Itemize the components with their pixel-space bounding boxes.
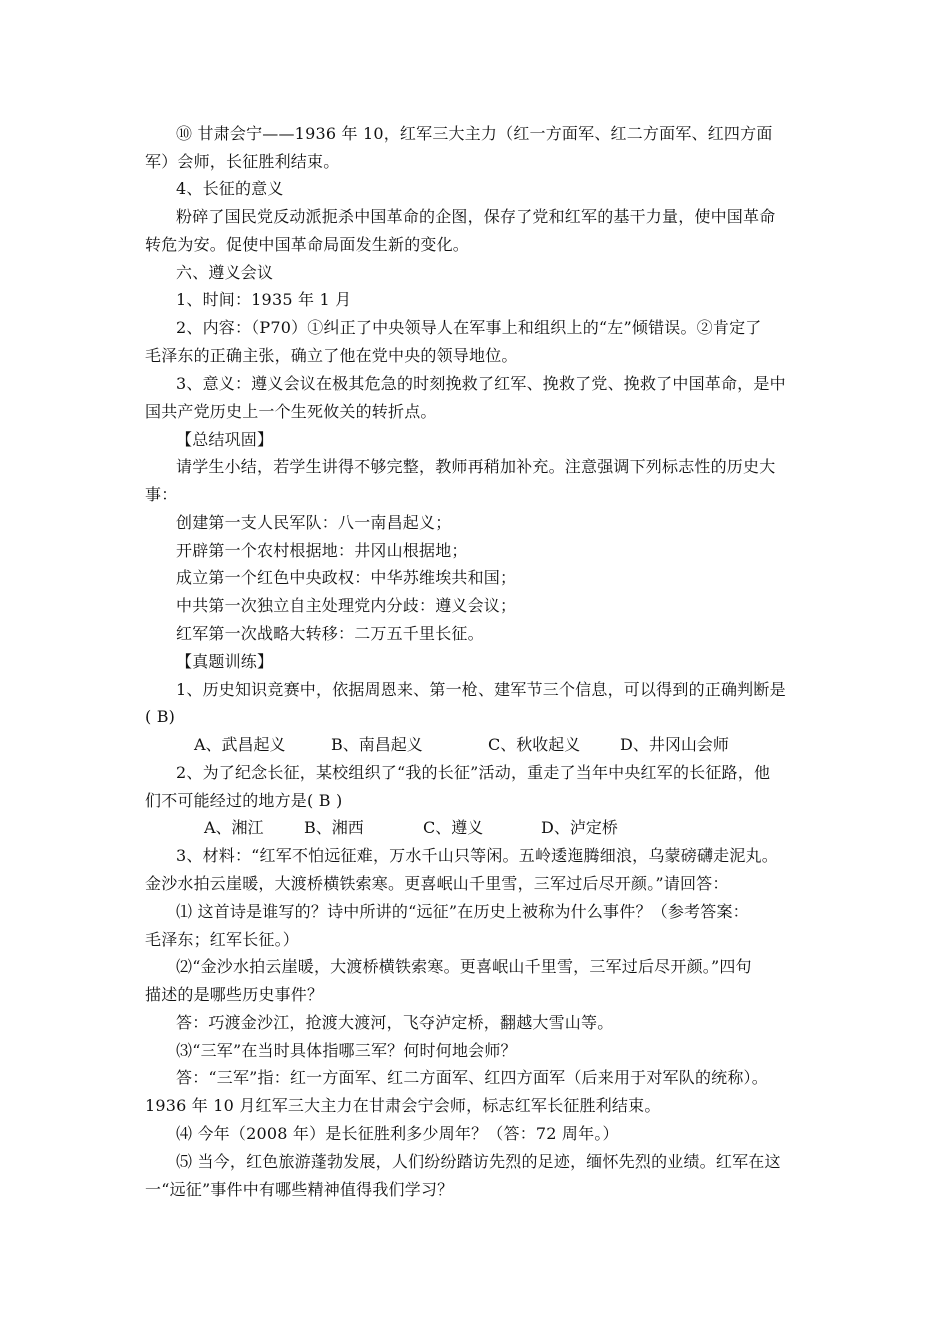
answer-line: 答：巧渡金沙江，抢渡大渡河，飞夺泸定桥，翻越大雪山等。: [176, 1013, 614, 1032]
option-item: D、泸定桥: [541, 818, 618, 837]
paragraph-line: 粉碎了国民党反动派扼杀中国革命的企图，保存了党和红军的基干力量，使中国革命: [176, 207, 776, 226]
question-line: 1、历史知识竞赛中，依据周恩来、第一枪、建军节三个信息，可以得到的正确判断是: [176, 680, 786, 699]
list-item: 成立第一个红色中央政权：中华苏维埃共和国；: [176, 568, 517, 587]
paragraph-line: 3、意义：遵义会议在极其危急的时刻挽救了红军、挽救了党、挽救了中国革命，是中: [176, 374, 786, 393]
question-line: 2、为了纪念长征，某校组织了“我的长征”活动，重走了当年中央红军的长征路，他: [176, 763, 771, 782]
paragraph-line: 1、时间：1935 年 1 月: [176, 290, 352, 309]
sub-question: ⑶“三军”在当时具体指哪三军？何时何地会师？: [176, 1041, 517, 1060]
paragraph-line: 转危为安。促使中国革命局面发生新的变化。: [145, 235, 470, 254]
question-line: 们不可能经过的地方是( B ): [145, 791, 343, 810]
option-item: B、南昌起义: [331, 735, 423, 754]
option-item: A、湘江: [204, 818, 264, 837]
option-item: A、武昌起义: [194, 735, 286, 754]
sub-question: 一“远征”事件中有哪些精神值得我们学习？: [145, 1180, 454, 1199]
sub-question: ⑸ 当今，红色旅游蓬勃发展，人们纷纷踏访先烈的足迹，缅怀先烈的业绩。红军在这: [176, 1152, 781, 1171]
question-answer: ( B): [145, 707, 176, 726]
section-heading: 4、长征的意义: [176, 179, 284, 198]
sub-question: ⑴ 这首诗是谁写的？诗中所讲的“远征”在历史上被称为什么事件？（参考答案：: [176, 902, 749, 921]
sub-question: 描述的是哪些历史事件？: [145, 985, 324, 1004]
option-item: C、遵义: [423, 818, 484, 837]
paragraph-line: ⑩ 甘肃会宁——1936 年 10，红军三大主力（红一方面军、红二方面军、红四方面: [176, 124, 773, 143]
option-item: D、井冈山会师: [620, 735, 729, 754]
question-line: 3、材料：“红军不怕远征难，万水千山只等闲。五岭逶迤腾细浪，乌蒙磅礴走泥丸。: [176, 846, 778, 865]
paragraph-line: 事：: [145, 485, 178, 504]
sub-question: ⑵“金沙水拍云崖暖，大渡桥横铁索寒。更喜岷山千里雪，三军过后尽开颜。”四句: [176, 957, 752, 976]
paragraph-line: 2、内容：（P70）①纠正了中央领导人在军事上和组织上的“左”倾错误。②肯定了: [176, 318, 762, 337]
paragraph-line: 请学生小结，若学生讲得不够完整，教师再稍加补充。注意强调下列标志性的历史大: [176, 457, 776, 476]
paragraph-line: 毛泽东的正确主张，确立了他在党中央的领导地位。: [145, 346, 518, 365]
option-item: B、湘西: [304, 818, 364, 837]
answer-line: 答：“三军”指：红一方面军、红二方面军、红四方面军（后来用于对军队的统称）。: [176, 1068, 768, 1087]
list-item: 开辟第一个农村根据地：井冈山根据地；: [176, 541, 468, 560]
list-item: 创建第一支人民军队：八一南昌起义；: [176, 513, 452, 532]
paragraph-line: 国共产党历史上一个生死攸关的转折点。: [145, 402, 437, 421]
question-line: 金沙水拍云崖暖，大渡桥横铁索寒。更喜岷山千里雪，三军过后尽开颜。”请回答：: [145, 874, 729, 893]
list-item: 红军第一次战略大转移：二万五千里长征。: [176, 624, 484, 643]
sub-question: ⑷ 今年（2008 年）是长征胜利多少周年？（答：72 周年。）: [176, 1124, 619, 1143]
answer-line: 1936 年 10 月红军三大主力在甘肃会宁会师，标志红军长征胜利结束。: [145, 1096, 661, 1115]
sub-question: 毛泽东；红军长征。）: [145, 930, 300, 949]
paragraph-line: 军）会师，长征胜利结束。: [145, 152, 340, 171]
section-heading: 六、遵义会议: [176, 263, 274, 282]
option-item: C、秋收起义: [488, 735, 581, 754]
list-item: 中共第一次独立自主处理党内分歧：遵义会议；: [176, 596, 517, 615]
section-heading: 【总结巩固】: [176, 430, 274, 449]
section-heading: 【真题训练】: [176, 652, 274, 671]
